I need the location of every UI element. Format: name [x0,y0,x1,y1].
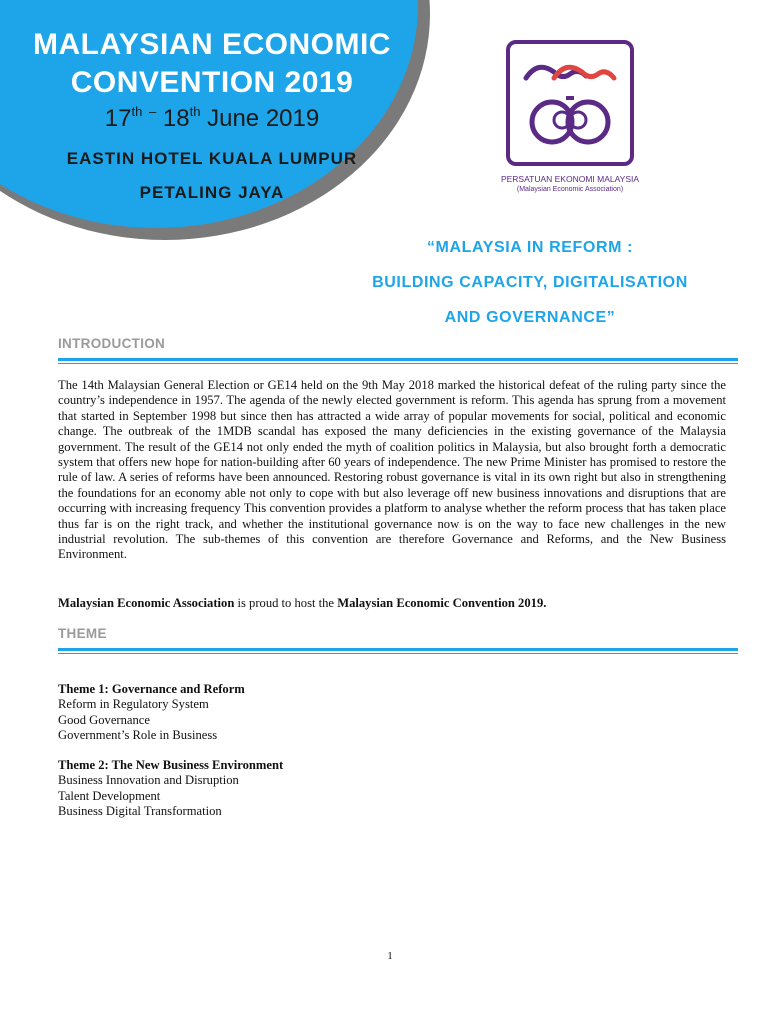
page-number: 1 [387,950,393,962]
date-month-year: June 2019 [207,105,320,132]
venue-line1: EASTIN HOTEL KUALA LUMPUR [66,149,358,168]
date-end-suffix: th [189,104,201,119]
date-end-number: 18 [162,105,190,132]
date-separator: – [148,104,157,119]
date-start-suffix: th [131,104,143,119]
theme-1-title: Theme 1: Governance and Reform [58,682,245,696]
introduction-heading: INTRODUCTION [58,336,166,351]
tagline-line3: AND GOVERNANCE” [444,309,616,326]
host-statement-text: is proud to host the [234,596,338,610]
association-name: PERSATUAN EKONOMI MALAYSIA [500,174,640,184]
convention-title-line1: MALAYSIAN ECONOMIC [33,28,391,61]
convention-venue [14,142,410,210]
tagline-line2: BUILDING CAPACITY, DIGITALISATION [372,274,688,291]
host-organization: Malaysian Economic Association [58,596,235,610]
tagline-line1: “MALAYSIA IN REFORM : [426,239,634,256]
association-emblem-icon [504,38,636,168]
host-statement [58,596,726,611]
host-event-name: Malaysian Economic Convention 2019. [337,596,547,610]
theme-2-item: Business Digital Transformation [58,804,222,819]
convention-title-line2: CONVENTION 2019 [70,66,354,99]
venue-line2: PETALING JAYA [139,183,285,202]
introduction-divider [58,358,738,364]
theme-1-block [58,682,658,744]
date-start-number: 17 [104,105,132,132]
theme-2-item: Talent Development [58,788,161,803]
theme-1-item: Reform in Regulatory System [58,697,209,712]
theme-2-block [58,758,658,820]
introduction-body: The 14th Malaysian General Election or GE14 held on the 9th May 2018 marked the historical defeat of the ruling party since the country’s independence in 1957. The agenda of the newly elected government is reform. This agenda has sprung from a movement that started in September 1998 but since then has attracted a wide array of popular movements for social, political and economic change. The outbreak of the 1MDB scandal has exposed the many deficiencies in the existing governance of the Malaysia government. The result of the GE14 not only ended the myth of coalition politics in Malaysia, but also brought forth a democratic system that offers new hope for nation-building after 60 years of independence. The new Prime Minister has promised to restore the rule of law. A series of reforms have been announced. Restoring robust governance is vital in its own right but also in strengthening the foundations for an economy able not only to cope with but also leverage off new business innovations and disruptions that are occurring with increasing frequency This convention provides a platform to analyse whether the reform process that has taken place thus far is on the right track, and whether the institutional governance now is on the way to face new challenges in the new industrial revolution. The sub-themes of this convention are therefore Governance and Reforms, and the New Business Environment. [58,378,726,562]
theme-1-item: Good Governance [58,712,150,727]
association-subtitle: (Malaysian Economic Association) [516,186,624,193]
theme-divider [58,648,738,654]
convention-title [14,26,410,102]
convention-tagline [350,230,710,335]
theme-2-item: Business Innovation and Disruption [58,773,239,788]
convention-dates [14,104,410,133]
theme-2-title: Theme 2: The New Business Environment [58,758,284,772]
theme-1-item: Government’s Role in Business [58,728,218,743]
theme-heading: THEME [58,626,107,641]
